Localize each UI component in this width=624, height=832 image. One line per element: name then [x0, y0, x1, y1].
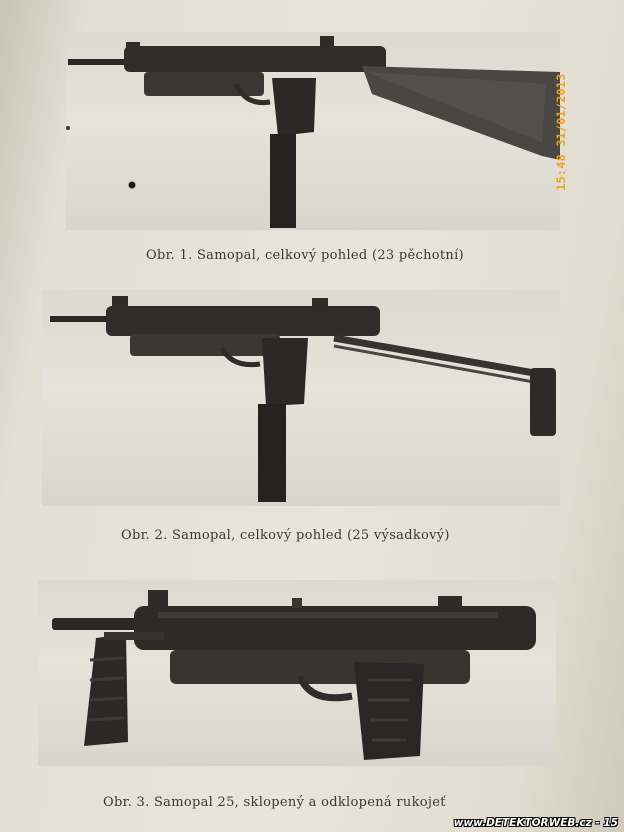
figure-1-caption: Obr. 1. Samopal, celkový pohled (23 pěchotní) — [146, 248, 464, 263]
figure-3-caption: Obr. 3. Samopal 25, sklopený a odklopená rukojeť — [103, 795, 446, 810]
figure-1-photo — [66, 32, 560, 230]
submachine-gun-folded-grip-image — [38, 580, 556, 766]
figure-2-photo — [42, 290, 560, 506]
site-watermark: www.DETEKTORWEB.cz - 15 — [453, 817, 618, 829]
camera-timestamp-text: 15:48 31/01/2013 — [554, 73, 568, 191]
figure-2-caption: Obr. 2. Samopal, celkový pohled (25 výsadkový) — [121, 528, 450, 543]
camera-timestamp — [553, 52, 569, 212]
submachine-gun-fixed-stock-image — [66, 32, 560, 230]
figure-3-photo — [38, 580, 556, 766]
submachine-gun-folding-stock-image — [42, 290, 560, 506]
